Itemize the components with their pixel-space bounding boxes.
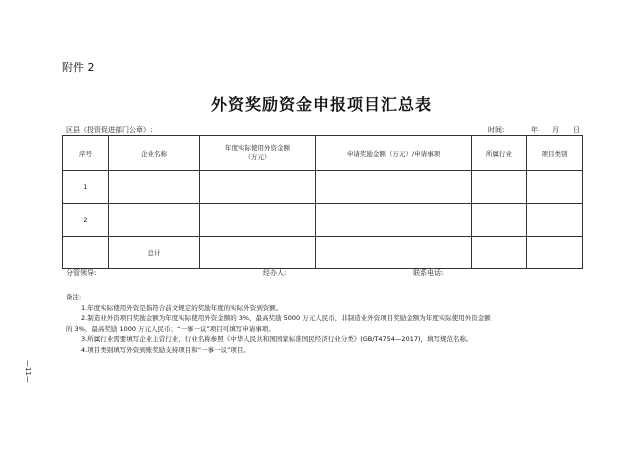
reward-cell[interactable] xyxy=(316,204,472,237)
row-number xyxy=(63,237,109,269)
page-title: 外资奖励资金申报项目汇总表 xyxy=(210,95,432,114)
handler-label: 经办人: xyxy=(263,269,287,277)
table-row xyxy=(63,204,583,237)
category-total-cell[interactable] xyxy=(527,237,583,269)
col-header-no: 序号 xyxy=(63,136,109,171)
total-label: 总计 xyxy=(109,237,200,269)
time-label: 时间: xyxy=(488,126,505,134)
reward-cell[interactable] xyxy=(316,171,472,204)
page-number: —11— xyxy=(24,360,32,383)
foreign-capital-cell[interactable] xyxy=(200,171,316,204)
industry-total-cell[interactable] xyxy=(472,237,527,269)
phone-label: 联系电话: xyxy=(413,269,444,277)
notes-section xyxy=(66,292,582,355)
category-cell[interactable] xyxy=(527,171,583,204)
industry-cell[interactable] xyxy=(472,204,527,237)
company-cell[interactable] xyxy=(109,171,200,204)
region-label: 区县（投资促进部门公章）: xyxy=(66,126,153,134)
foreign-capital-cell[interactable] xyxy=(200,204,316,237)
reward-total-cell[interactable] xyxy=(316,237,472,269)
note-item: 3.所属行业需要填写企业主营行业，行业名称参照《中华人民共和国国家标准国民经济行业分类》(GB/T4754—2017)，填写规范名称。 xyxy=(81,335,473,343)
note-item: 2.制造业外资项目奖励金额为年度实际使用外资金额的 3%，最高奖励 5000 万元人民币，非制造业外资项目奖励金额为年度实际使用外资金额 xyxy=(81,314,491,322)
month-label: 月 xyxy=(552,126,559,134)
row-number: 2 xyxy=(63,204,109,237)
row-number: 1 xyxy=(63,171,109,204)
category-cell[interactable] xyxy=(527,204,583,237)
note-item: 4.项目类别填写外资到账奖励支持项目和“一事一议”项目。 xyxy=(81,345,250,354)
col-header-foreign-capital: 年度实际使用外资金额 （万元） xyxy=(200,136,316,171)
notes-heading: 备注: xyxy=(66,293,82,301)
col-header-category: 项目类别 xyxy=(527,136,583,171)
table-row xyxy=(63,171,583,204)
year-label: 年 xyxy=(531,126,538,134)
manager-label: 分管领导: xyxy=(66,269,97,277)
note-item: 1.年度实际使用外资是指符合前文规定的奖励年度的实际外资到资额。 xyxy=(81,303,283,312)
summary-table xyxy=(62,135,583,269)
col-header-industry: 所属行业 xyxy=(472,136,527,171)
attachment-label: 附件 2 xyxy=(62,61,95,74)
col-header-reward: 申请奖励金额（万元）/申请事项 xyxy=(316,136,472,171)
company-cell[interactable] xyxy=(109,204,200,237)
note-item-continuation: 的 3%，最高奖励 1000 万元人民币；“一事一议”项目可填写申请事项。 xyxy=(66,324,275,333)
total-row xyxy=(63,237,583,269)
industry-cell[interactable] xyxy=(472,171,527,204)
col-header-company: 企业名称 xyxy=(109,136,200,171)
table-header-row xyxy=(63,136,583,171)
foreign-capital-total-cell[interactable] xyxy=(200,237,316,269)
day-label: 日 xyxy=(573,126,580,134)
